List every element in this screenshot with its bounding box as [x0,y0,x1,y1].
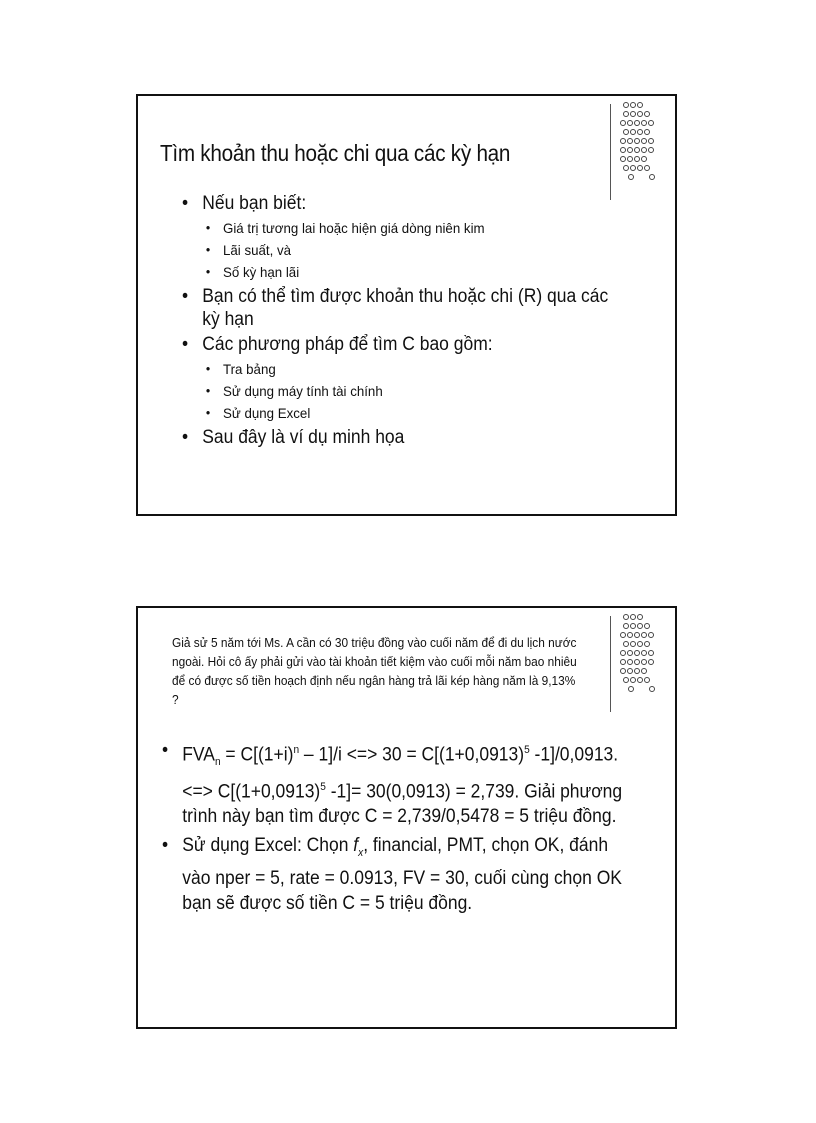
bullet-list [182,190,652,449]
slide-title: Tìm khoản thu hoặc chi qua các kỳ hạn [160,140,511,166]
formula-bullet: • $FVA_n = C[(1+i)^n - 1]/i$ <=> $30 = C[(1+0,0913)^5$ -1]/0,0913. <=> $C[(1+0,0913)^5$ -1]= 30(0,0913) = 2,739. Giải phương trình này bạn tìm được C = 2,739/0,5478 = 5 triệu đồng. [162,738,631,829]
divider-line [610,104,611,200]
sub-list-item: • Số kỳ hạn lãi [204,261,630,283]
list-item: • Sau đây là ví dụ minh họa [182,426,614,449]
sub-list-item: • Sử dụng máy tính tài chính [204,380,630,402]
bullet-list [162,738,672,920]
dot-pattern-icon [620,102,656,183]
problem-statement: Giả sử 5 năm tới Ms. A cần có 30 triệu đồng vào cuối năm để đi du lịch nước ngoài. Hỏi cô ấy phải gửi vào tài khoản tiết kiệm vào cuối mỗi năm bao nhiêu để có được số tiền hoạch định nếu ngân hàng trả lãi kép hàng năm là 9,13% ? [172,636,577,707]
slide-1 [136,94,677,516]
list-item: • Bạn có thể tìm được khoản thu hoặc chi (R) qua các kỳ hạn [182,285,614,331]
sub-list-item: • Tra bảng [204,358,630,380]
sub-list-item: • Lãi suất, và [204,239,630,261]
sub-list-item: • Giá trị tương lai hoặc hiện giá dòng niên kim [204,217,630,239]
divider-line [610,616,611,712]
list-item: • Các phương pháp để tìm C bao gồm: [182,333,614,356]
sub-list-item: • Sử dụng Excel [204,402,630,424]
list-item: • Nếu bạn biết: [182,192,614,215]
slide-2 [136,606,677,1029]
dot-pattern-icon [620,614,656,695]
excel-bullet: • Sử dụng Excel: Chọn $f_x$, financial, PMT, chọn OK, đánh vào nper = 5, rate = 0.0913, FV = 30, cuối cùng chọn OK bạn sẽ được số tiền C = 5 triệu đồng. [162,833,631,916]
